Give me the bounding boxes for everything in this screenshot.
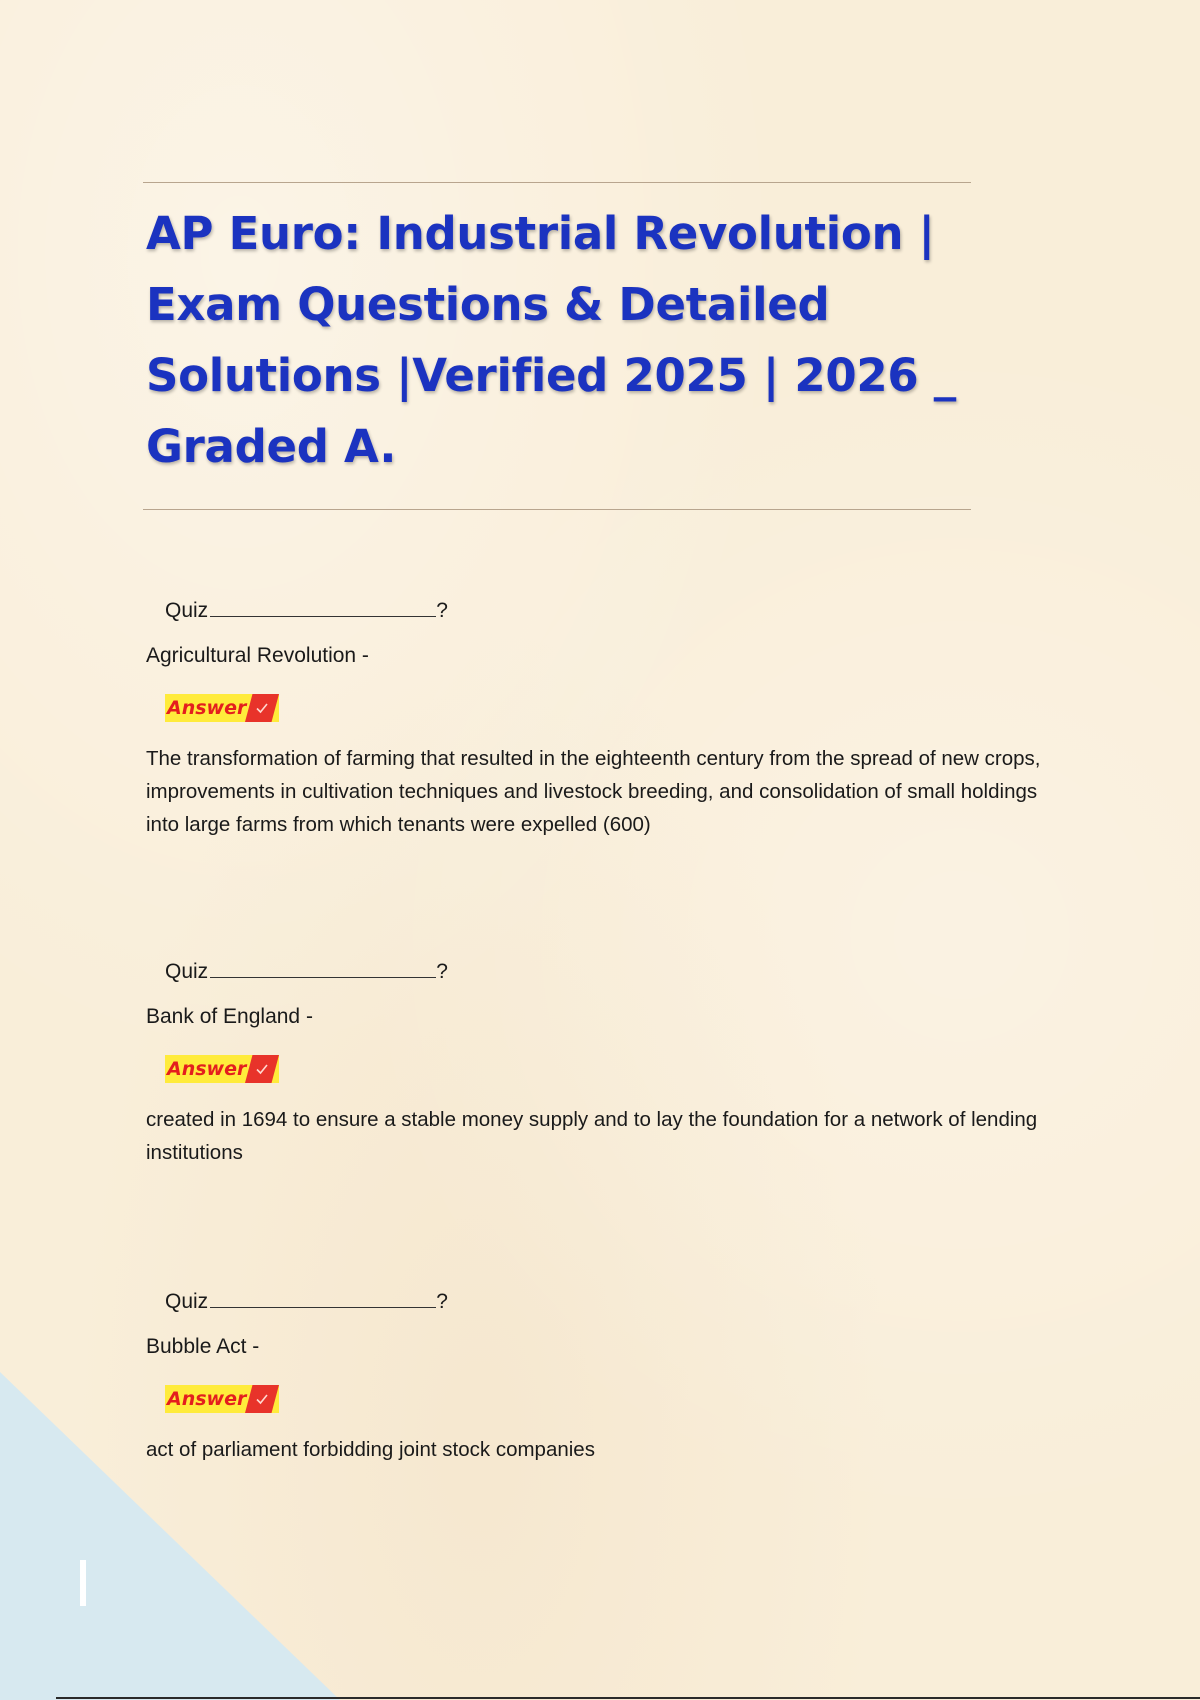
quiz-label: Quiz bbox=[165, 599, 209, 622]
quiz-term: Bubble Act - bbox=[146, 1335, 260, 1358]
answer-badge bbox=[165, 1055, 279, 1083]
page-marker bbox=[80, 1560, 86, 1606]
quiz-label: Quiz bbox=[165, 1290, 209, 1313]
quiz-suffix: ? bbox=[436, 599, 448, 622]
quiz-label: Quiz bbox=[165, 960, 209, 983]
quiz-question-line bbox=[165, 1287, 448, 1314]
title-bottom-rule bbox=[143, 509, 971, 510]
quiz-blank bbox=[210, 596, 436, 617]
quiz-suffix: ? bbox=[436, 1290, 448, 1313]
corner-decoration bbox=[0, 1372, 340, 1700]
quiz-term: Agricultural Revolution - bbox=[146, 644, 369, 667]
answer-badge bbox=[165, 694, 279, 722]
answer-badge-label: Answer bbox=[167, 697, 247, 719]
quiz-blank bbox=[210, 1287, 436, 1308]
quiz-term: Bank of England - bbox=[146, 1005, 313, 1028]
footer-rule bbox=[56, 1697, 1200, 1699]
title-top-rule bbox=[143, 182, 971, 183]
quiz-answer: created in 1694 to ensure a stable money supply and to lay the foundation for a network of lending institutions bbox=[146, 1108, 1038, 1164]
quiz-suffix: ? bbox=[436, 960, 448, 983]
quiz-question-line bbox=[165, 596, 448, 623]
check-icon bbox=[245, 1055, 279, 1083]
quiz-blank bbox=[210, 957, 436, 978]
quiz-answer: act of parliament forbidding joint stock companies bbox=[146, 1438, 595, 1461]
answer-badge bbox=[165, 1385, 279, 1413]
quiz-question-line bbox=[165, 957, 448, 984]
check-icon bbox=[245, 694, 279, 722]
answer-badge-label: Answer bbox=[167, 1388, 247, 1410]
answer-badge-label: Answer bbox=[167, 1058, 247, 1080]
document-title: AP Euro: Industrial Revolution | Exam Questions & Detailed Solutions |Verified 2025 | 2026 _ Graded A. bbox=[146, 207, 956, 473]
check-icon bbox=[245, 1385, 279, 1413]
quiz-answer: The transformation of farming that resulted in the eighteenth century from the spread of new crops, improvements in cultivation techniques and livestock breeding, and consolidation of small holdings into large farms from which tenants were expelled (600) bbox=[146, 747, 1041, 836]
